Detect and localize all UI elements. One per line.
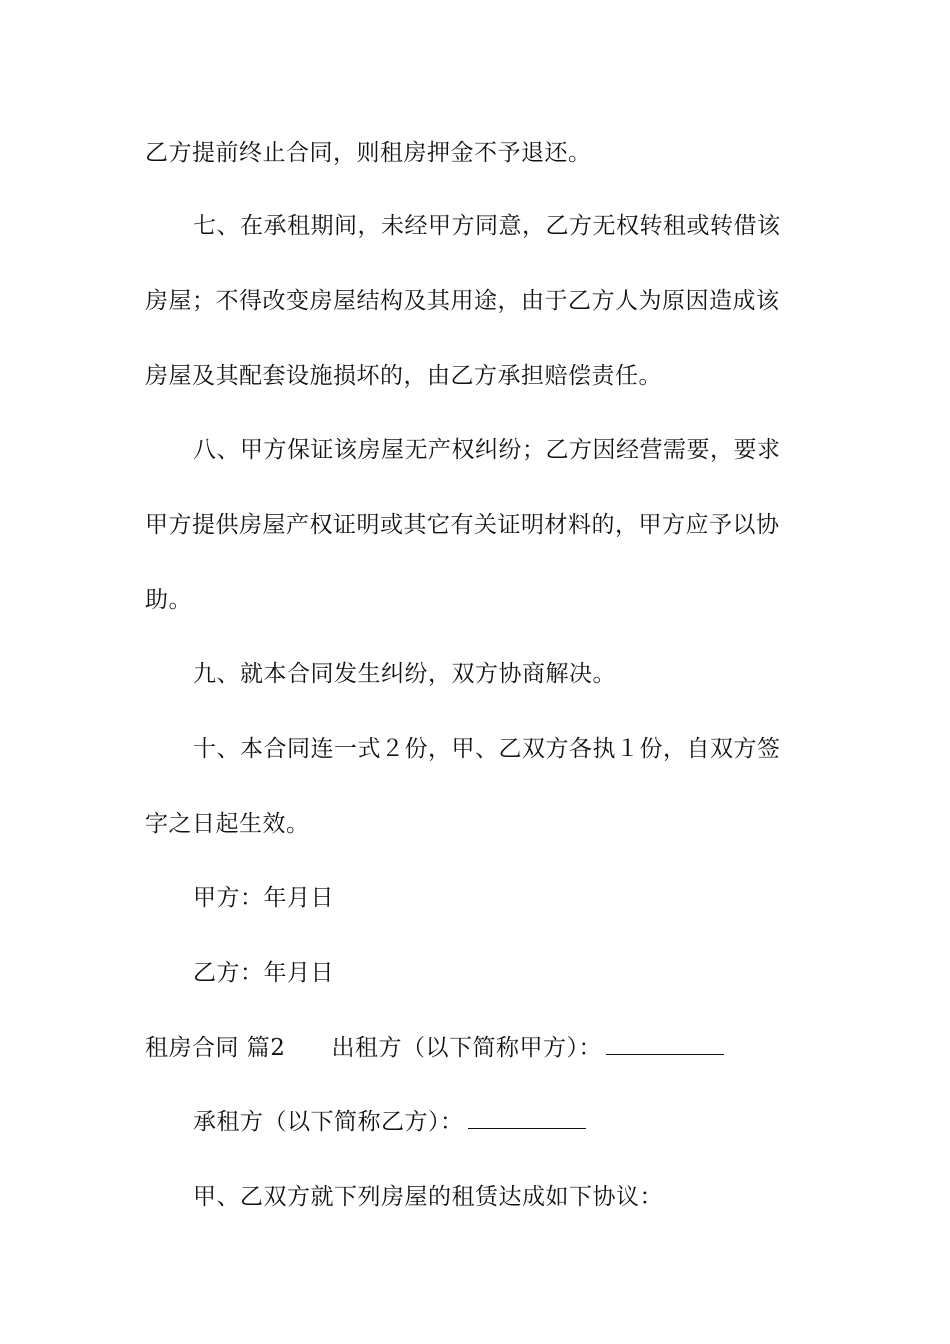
- text-line: 九、就本合同发生纠纷，双方协商解决。: [193, 661, 616, 687]
- text-line: 字之日起生效。: [145, 811, 310, 837]
- section-title: 租房合同 篇2: [145, 1035, 286, 1061]
- lessor-label: 出租方（以下简称甲方）：: [331, 1035, 602, 1061]
- section-heading-line: [145, 1033, 724, 1063]
- lessee-label: 承租方（以下简称乙方）：: [193, 1109, 464, 1135]
- text-line: 八、甲方保证该房屋无产权纠纷；乙方因经营需要，要求: [193, 437, 781, 463]
- text-line: 助。: [145, 587, 192, 613]
- text-line: 甲方提供房屋产权证明或其它有关证明材料的，甲方应予以协: [145, 512, 780, 538]
- text-line: 乙方提前终止合同，则租房押金不予退还。: [145, 140, 592, 166]
- lessee-line: [193, 1107, 586, 1137]
- signature-line-party-a: 甲方：年月日: [193, 885, 334, 911]
- text-line: 十、本合同连一式２份，甲、乙双方各执１份，自双方签: [193, 736, 781, 762]
- blank-field-lessor: [606, 1034, 724, 1055]
- blank-field-lessee: [468, 1108, 586, 1129]
- text-line: 甲、乙双方就下列房屋的租赁达成如下协议：: [193, 1184, 663, 1210]
- text-line: 房屋及其配套设施损坏的，由乙方承担赔偿责任。: [145, 363, 662, 389]
- text-line: 七、在承租期间，未经甲方同意，乙方无权转租或转借该: [193, 213, 781, 239]
- signature-line-party-b: 乙方：年月日: [193, 960, 334, 986]
- text-line: 房屋；不得改变房屋结构及其用途，由于乙方人为原因造成该: [145, 288, 780, 314]
